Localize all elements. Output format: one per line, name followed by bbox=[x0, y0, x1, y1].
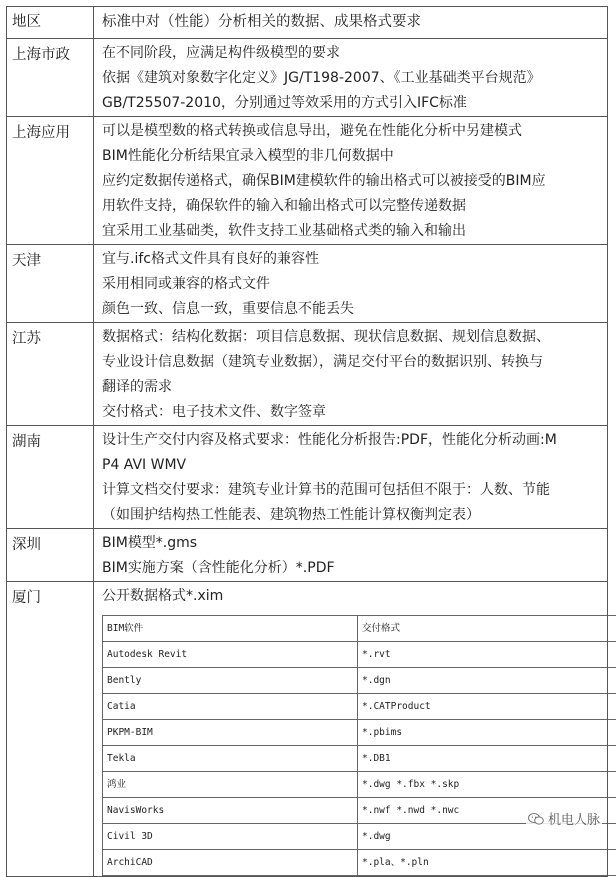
table-row bbox=[7, 39, 608, 117]
file-format: *.dgn bbox=[358, 668, 616, 694]
requirement-cell bbox=[94, 39, 608, 117]
region-cell: 天津 bbox=[7, 245, 94, 323]
table-row-xiamen bbox=[7, 582, 608, 877]
region-cell: 上海应用 bbox=[7, 117, 94, 245]
wechat-icon bbox=[528, 813, 544, 825]
region-cell: 深圳 bbox=[7, 529, 94, 582]
requirement-cell bbox=[94, 426, 608, 529]
requirement-line: 宜采用工业基础类，软件支持工业基础格式类的输入和输出 bbox=[102, 219, 607, 244]
inner-table-header bbox=[103, 616, 616, 642]
inner-table-row bbox=[103, 720, 616, 746]
header-requirement: 标准中对（性能）分析相关的数据、成果格式要求 bbox=[94, 7, 608, 39]
format-column-header: 交付格式 bbox=[358, 616, 616, 642]
software-name: Catia bbox=[103, 694, 358, 720]
watermark bbox=[526, 809, 602, 828]
requirement-line: BIM性能化分析结果宜录入模型的非几何数据中 bbox=[102, 144, 607, 169]
table-row bbox=[7, 245, 608, 323]
file-format: *.dwg *.fbx *.skp bbox=[358, 772, 616, 798]
table-row bbox=[7, 529, 608, 582]
software-name: Bently bbox=[103, 668, 358, 694]
inner-table-row bbox=[103, 772, 616, 798]
software-name: NavisWorks bbox=[103, 798, 358, 824]
requirement-line: BIM模型*.gms bbox=[102, 531, 607, 556]
requirement-line: 公开数据格式*.xim bbox=[102, 584, 607, 609]
watermark-text: 机电人脉 bbox=[548, 809, 600, 828]
software-name: ArchiCAD bbox=[103, 850, 358, 876]
requirement-line: 计算文档交付要求：建筑专业计算书的范围可包括但不限于：人数、节能 bbox=[102, 478, 607, 503]
requirement-line: 宜与.ifc格式文件具有良好的兼容性 bbox=[102, 247, 607, 272]
region-cell: 上海市政 bbox=[7, 39, 94, 117]
requirement-line: 依据《建筑对象数字化定义》JG/T198-2007、《工业基础类平台规范》 bbox=[102, 66, 607, 91]
inner-table-row bbox=[103, 668, 616, 694]
header-region: 地区 bbox=[7, 7, 94, 39]
requirement-line: 采用相同或兼容的格式文件 bbox=[102, 272, 607, 297]
region-cell: 江苏 bbox=[7, 323, 94, 426]
inner-table-row bbox=[103, 642, 616, 668]
requirement-line: GB/T25507-2010，分别通过等效采用的方式引入IFC标准 bbox=[102, 91, 607, 116]
file-format: *.DB1 bbox=[358, 746, 616, 772]
requirement-line: （如围护结构热工性能表、建筑物热工性能计算权衡判定表） bbox=[102, 503, 607, 528]
region-cell: 厦门 bbox=[7, 582, 94, 877]
requirement-line: 可以是模型数的格式转换或信息导出，避免在性能化分析中另建模式 bbox=[102, 119, 607, 144]
requirement-line: 颜色一致、信息一致，重要信息不能丢失 bbox=[102, 297, 607, 322]
software-format-table bbox=[102, 615, 616, 876]
software-name: 鸿业 bbox=[103, 772, 358, 798]
table-header-row bbox=[7, 7, 608, 39]
table-row bbox=[7, 117, 608, 245]
requirement-line: 用软件支持，确保软件的输入和输出格式可以完整传递数据 bbox=[102, 194, 607, 219]
requirement-line: BIM实施方案（含性能化分析）*.PDF bbox=[102, 556, 607, 581]
requirement-line: 交付格式：电子技术文件、数字签章 bbox=[102, 400, 607, 425]
requirement-cell bbox=[94, 323, 608, 426]
table-row bbox=[7, 426, 608, 529]
file-format: *.CATProduct bbox=[358, 694, 616, 720]
requirement-line: 设计生产交付内容及格式要求：性能化分析报告:PDF，性能化分析动画:M bbox=[102, 428, 607, 453]
file-format: *.nwf *.nwd *.nwc bbox=[358, 798, 616, 824]
requirement-cell bbox=[94, 245, 608, 323]
format-requirements-table bbox=[6, 6, 608, 877]
software-name: Civil 3D bbox=[103, 824, 358, 850]
requirement-cell bbox=[94, 582, 608, 877]
software-name: Autodesk Revit bbox=[103, 642, 358, 668]
file-format: *.dwg bbox=[358, 824, 616, 850]
requirement-line: 在不同阶段，应满足构件级模型的要求 bbox=[102, 41, 607, 66]
requirement-line: P4 AVI WMV bbox=[102, 453, 607, 478]
file-format: *.pbims bbox=[358, 720, 616, 746]
inner-table-row bbox=[103, 694, 616, 720]
region-cell: 湖南 bbox=[7, 426, 94, 529]
software-column-header: BIM软件 bbox=[103, 616, 358, 642]
requirement-cell bbox=[94, 117, 608, 245]
requirement-line: 专业设计信息数据（建筑专业数据），满足交付平台的数据识别、转换与 bbox=[102, 350, 607, 375]
requirement-line: 翻译的需求 bbox=[102, 375, 607, 400]
software-name: Tekla bbox=[103, 746, 358, 772]
requirement-cell bbox=[94, 529, 608, 582]
table-row bbox=[7, 323, 608, 426]
file-format: *.rvt bbox=[358, 642, 616, 668]
software-name: PKPM-BIM bbox=[103, 720, 358, 746]
inner-table-row bbox=[103, 746, 616, 772]
file-format: *.pla、*.pln bbox=[358, 850, 616, 876]
requirement-line: 应约定数据传递格式，确保BIM建模软件的输出格式可以被接受的BIM应 bbox=[102, 169, 607, 194]
requirement-line: 数据格式：结构化数据：项目信息数据、现状信息数据、规划信息数据、 bbox=[102, 325, 607, 350]
inner-table-row bbox=[103, 850, 616, 876]
